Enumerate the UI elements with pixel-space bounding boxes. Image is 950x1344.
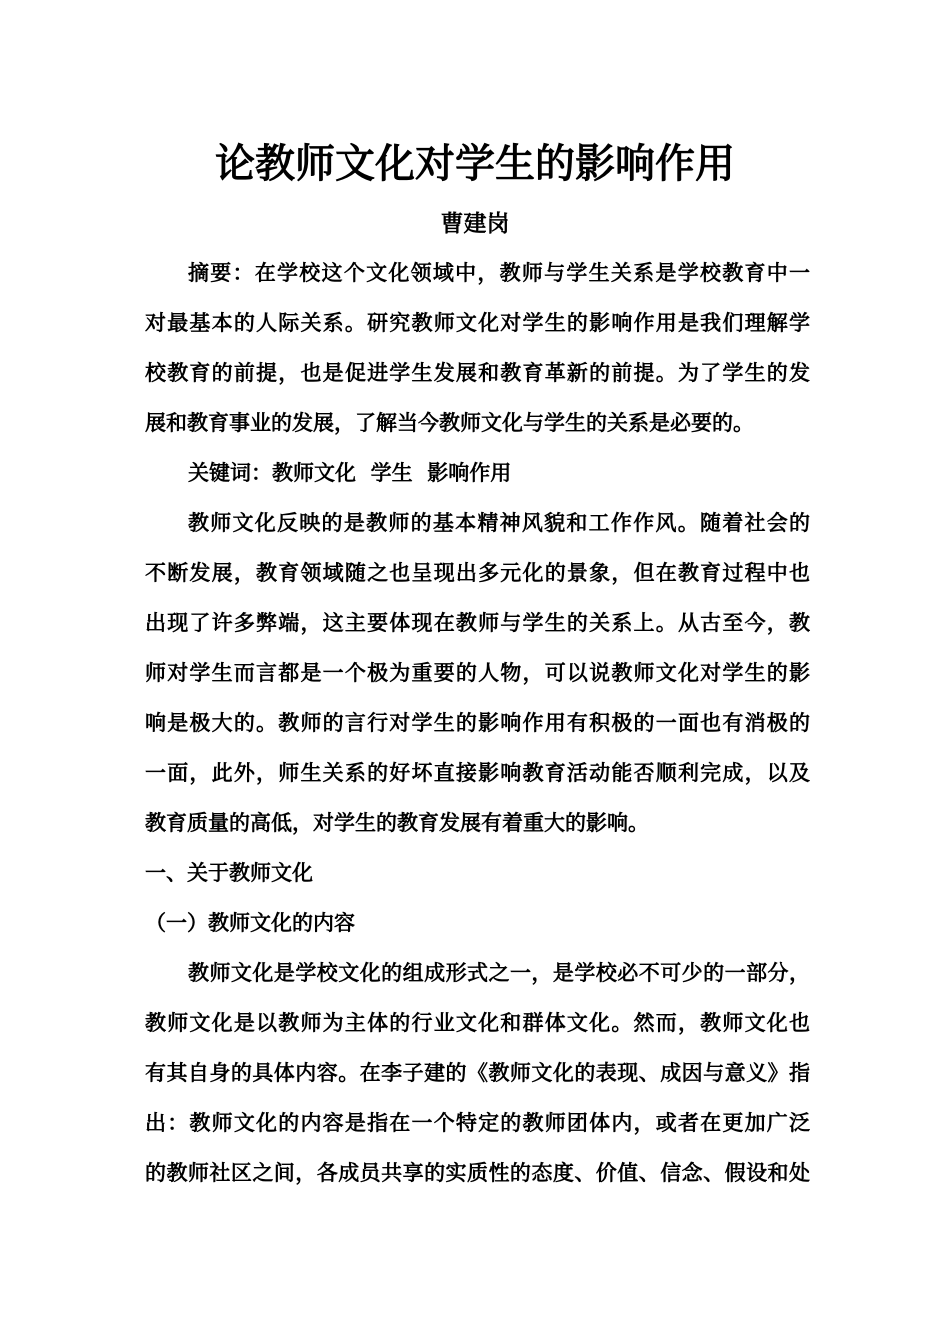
intro-line-7: 教育质量的高低，对学生的教育发展有着重大的影响。: [145, 811, 649, 835]
abstract-line-3: 校教育的前提，也是促进学生发展和教育革新的前提。为了学生的发: [145, 361, 810, 385]
document-author: 曹建岗: [440, 211, 510, 237]
section-line-3: 有其自身的具体内容。在李子建的《教师文化的表现、成因与意义》指: [145, 1061, 810, 1085]
section-line-4: 出：教师文化的内容是指在一个特定的教师团体内，或者在更加广泛: [145, 1111, 810, 1135]
document-title: 论教师文化对学生的影响作用: [215, 141, 735, 187]
abstract-line-1: 摘要：在学校这个文化领域中，教师与学生关系是学校教育中一: [188, 261, 810, 285]
intro-line-4: 师对学生而言都是一个极为重要的人物，可以说教师文化对学生的影: [145, 661, 810, 685]
keywords-line: 关键词：教师文化 学生 影响作用: [188, 461, 512, 485]
section-line-5: 的教师社区之间，各成员共享的实质性的态度、价值、信念、假设和处: [145, 1161, 810, 1185]
section-line-2: 教师文化是以教师为主体的行业文化和群体文化。然而，教师文化也: [145, 1011, 810, 1035]
intro-line-1: 教师文化反映的是教师的基本精神风貌和工作作风。随着社会的: [188, 511, 810, 535]
intro-line-2: 不断发展，教育领域随之也呈现出多元化的景象，但在教育过程中也: [145, 561, 810, 585]
intro-line-6: 一面，此外，师生关系的好坏直接影响教育活动能否顺利完成，以及: [145, 761, 810, 785]
section-heading-1: 一、关于教师文化: [145, 861, 313, 885]
section-line-1: 教师文化是学校文化的组成形式之一，是学校必不可少的一部分，: [188, 961, 810, 985]
abstract-line-2: 对最基本的人际关系。研究教师文化对学生的影响作用是我们理解学: [145, 311, 810, 335]
intro-line-5: 响是极大的。教师的言行对学生的影响作用有积极的一面也有消极的: [145, 711, 810, 735]
section-heading-2: （一）教师文化的内容: [145, 911, 355, 935]
intro-line-3: 出现了许多弊端，这主要体现在教师与学生的关系上。从古至今，教: [145, 611, 810, 635]
abstract-line-4: 展和教育事业的发展，了解当今教师文化与学生的关系是必要的。: [145, 411, 754, 435]
